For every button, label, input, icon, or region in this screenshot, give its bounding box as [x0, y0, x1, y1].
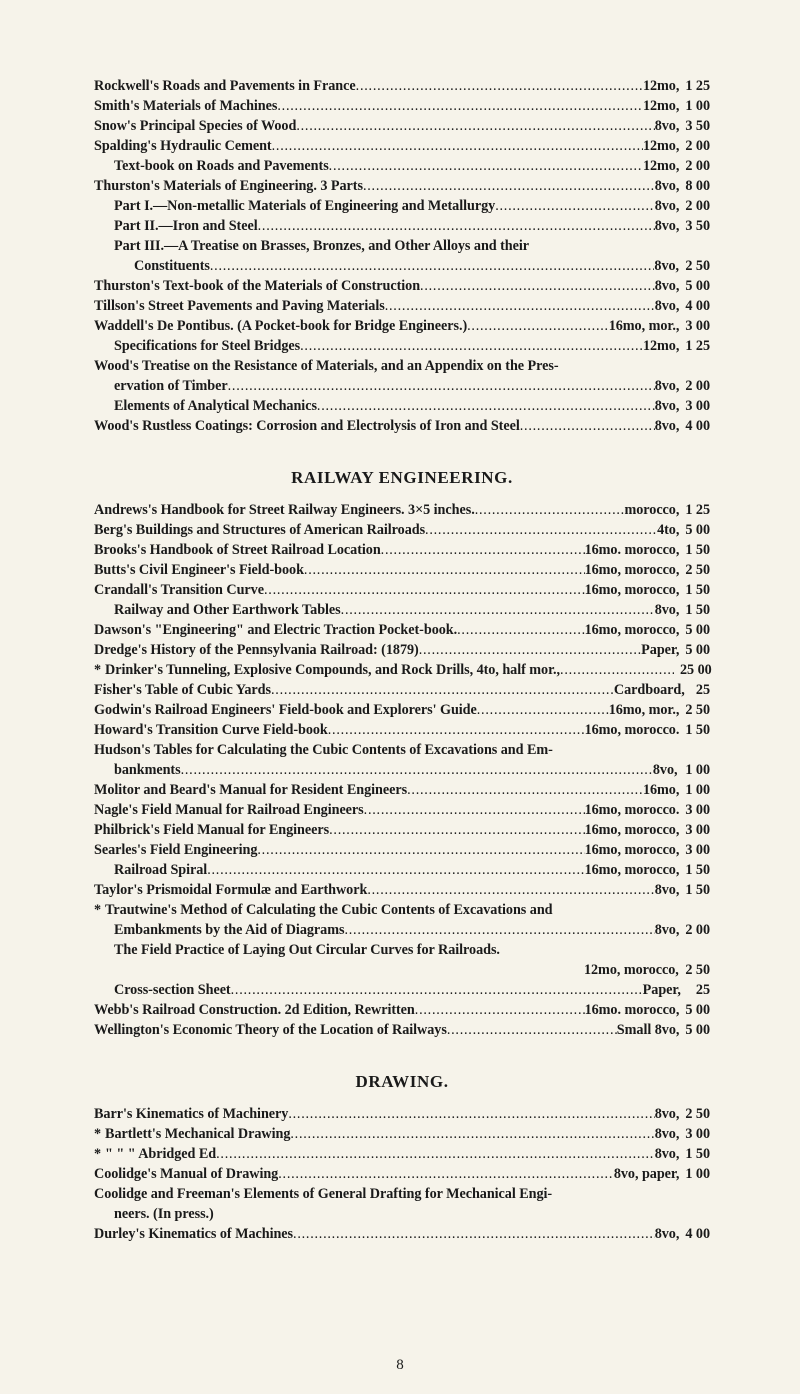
entry-continuation-line — [114, 256, 710, 276]
entry-title: Specifications for Steel Bridges — [114, 338, 301, 354]
catalogue-entry — [94, 560, 710, 580]
entry-line — [114, 980, 710, 1000]
dot-leader — [367, 880, 654, 900]
dot-leader — [304, 560, 585, 580]
dot-leader — [329, 820, 584, 840]
entry-format: 4to, — [657, 522, 680, 538]
entry-format: 16mo, morocco, — [584, 562, 680, 578]
entry-line — [94, 540, 710, 560]
entry-format: 12mo, — [642, 98, 680, 114]
entry-title: Wellington's Economic Theory of the Location of Railways — [94, 1022, 447, 1038]
catalogue-entry — [94, 580, 710, 600]
entry-title: " " " Abridged Ed — [105, 1146, 217, 1162]
entry-price: 1 00 — [685, 1166, 710, 1182]
entry-price: 1 50 — [685, 542, 710, 558]
entry-continuation: ervation of Timber — [114, 378, 228, 394]
entry-price: 1 25 — [685, 502, 710, 518]
catalogue-entry — [94, 700, 710, 720]
entry-price: 4 00 — [685, 418, 710, 434]
entry-title: Tillson's Street Pavements and Paving Materials — [94, 298, 385, 314]
entry-format: 12mo, — [642, 338, 680, 354]
catalogue-entry — [94, 416, 710, 436]
entry-line — [94, 780, 710, 800]
entry-price: 5 00 — [685, 1002, 710, 1018]
catalogue-entry — [94, 136, 710, 156]
catalogue-entry — [94, 196, 710, 216]
entry-price: 5 00 — [685, 278, 710, 294]
entry-title: Coolidge's Manual of Drawing — [94, 1166, 279, 1182]
dot-leader — [385, 296, 655, 316]
dot-leader — [277, 96, 643, 116]
dot-leader — [364, 800, 585, 820]
entry-format: 8vo, — [654, 1126, 680, 1142]
entry-title: Howard's Transition Curve Field-book — [94, 722, 328, 738]
dot-leader — [264, 580, 585, 600]
dot-leader — [425, 520, 657, 540]
dot-leader — [329, 156, 643, 176]
catalogue-entry — [94, 520, 710, 540]
dot-leader — [216, 1144, 655, 1164]
catalogue-entry — [94, 116, 710, 136]
entry-title: Trautwine's Method of Calculating the Cubic Contents of Excavations and — [105, 902, 553, 918]
entry-title: Brooks's Handbook of Street Railroad Location — [94, 542, 381, 558]
entry-line — [94, 1184, 710, 1204]
entry-title: Taylor's Prismoidal Formulæ and Earthwork — [94, 882, 368, 898]
entry-price: 3 00 — [685, 802, 710, 818]
entry-title: Text-book on Roads and Pavements — [114, 158, 329, 174]
entry-title: Fisher's Table of Cubic Yards — [94, 682, 271, 698]
catalogue-entry — [94, 1104, 710, 1124]
entry-price: 8 00 — [685, 178, 710, 194]
entry-format: 8vo, — [652, 762, 678, 778]
entry-title: Dredge's History of the Pennsylvania Railroad: (1879) — [94, 642, 419, 658]
entry-title: Rockwell's Roads and Pavements in France — [94, 78, 356, 94]
entry-title: Berg's Buildings and Structures of American Railroads — [94, 522, 426, 538]
entry-line — [94, 316, 710, 336]
entry-line — [114, 940, 710, 960]
dot-leader — [467, 316, 609, 336]
entry-line — [94, 700, 710, 720]
entry-line — [94, 1104, 710, 1124]
section-heading: DRAWING. — [355, 1072, 449, 1091]
entry-continuation-line — [94, 376, 710, 396]
entry-price: 2 00 — [685, 198, 710, 214]
catalogue-entry — [94, 296, 710, 316]
entry-price: 1 50 — [685, 582, 710, 598]
entry-title: Searles's Field Engineering — [94, 842, 258, 858]
catalogue-entry — [94, 880, 710, 900]
section-heading: RAILWAY ENGINEERING. — [291, 468, 513, 487]
dot-leader — [457, 620, 584, 640]
entry-price: 2 00 — [685, 378, 710, 394]
entry-price: 5 00 — [685, 642, 710, 658]
entry-price: 1 25 — [685, 338, 710, 354]
entry-format: 16mo. morocco, — [584, 1002, 680, 1018]
dot-leader — [381, 540, 585, 560]
entry-title: Molitor and Beard's Manual for Resident Engineers — [94, 782, 408, 798]
entry-format: 8vo, — [654, 218, 680, 234]
catalogue-entry — [94, 620, 710, 640]
dot-leader — [344, 920, 654, 940]
entry-price: 4 00 — [685, 1226, 710, 1242]
catalogue-entry — [94, 236, 710, 276]
entry-line — [94, 580, 710, 600]
entry-line — [94, 356, 710, 376]
entry-continuation: bankments — [114, 762, 181, 778]
entry-format: 8vo, — [654, 398, 680, 414]
entry-title: Part III.—A Treatise on Brasses, Bronzes, and Other Alloys and their — [114, 238, 530, 254]
catalogue-entry — [94, 540, 710, 560]
dot-leader — [419, 640, 641, 660]
entry-line — [114, 600, 710, 620]
entry-line — [94, 560, 710, 580]
entry-format: 8vo, — [654, 198, 680, 214]
entry-format: Cardboard, — [613, 682, 685, 698]
dot-leader — [181, 760, 653, 780]
entry-line — [94, 720, 710, 740]
entry-format: morocco, — [624, 502, 680, 518]
entry-price: 5 00 — [685, 1022, 710, 1038]
entry-continuation-line — [94, 760, 710, 780]
catalogue-entry — [94, 720, 710, 740]
dot-leader — [317, 396, 655, 416]
entry-line — [94, 520, 710, 540]
entry-line — [114, 396, 710, 416]
asterisk-mark: * — [94, 1146, 102, 1162]
entry-price: 5 00 — [685, 622, 710, 638]
entry-line — [94, 640, 710, 660]
catalogue-entry — [94, 356, 710, 396]
entry-line — [94, 276, 710, 296]
dot-leader — [328, 720, 585, 740]
catalogue-entry — [94, 1124, 710, 1144]
entry-price: 1 50 — [685, 602, 710, 618]
catalogue-entry — [94, 276, 710, 296]
entry-title: Thurston's Text-book of the Materials of Construction — [94, 278, 421, 294]
entry-price: 25 — [695, 982, 710, 998]
catalogue-entry — [94, 800, 710, 820]
entry-format: 8vo, paper, — [613, 1166, 680, 1182]
entry-title: Spalding's Hydraulic Cement — [94, 138, 272, 154]
entry-line — [94, 96, 710, 116]
dot-leader — [447, 1020, 617, 1040]
catalogue-entry — [94, 1184, 710, 1224]
entry-price: 2 50 — [685, 258, 710, 274]
catalogue-entry — [94, 336, 710, 356]
entry-price: 2 00 — [685, 922, 710, 938]
entry-format: 8vo, — [654, 418, 680, 434]
entry-title: Butts's Civil Engineer's Field-book — [94, 562, 304, 578]
catalogue-entry — [94, 176, 710, 196]
dot-leader — [258, 216, 655, 236]
entry-format: 16mo, morocco, — [584, 582, 680, 598]
entry-continuation: Constituents — [134, 258, 210, 274]
dot-leader — [210, 256, 655, 276]
catalogue-entry — [94, 780, 710, 800]
entry-line — [94, 1124, 710, 1144]
dot-leader — [560, 660, 674, 680]
entry-price: 2 50 — [685, 962, 710, 978]
entry-format: 16mo, morocco, — [584, 842, 680, 858]
entry-format: Paper, — [641, 642, 680, 658]
dot-leader — [363, 176, 655, 196]
entry-format: 8vo, — [654, 882, 680, 898]
entry-price: 1 00 — [685, 782, 710, 798]
dot-leader — [290, 1124, 654, 1144]
entry-format: 16mo, morocco, — [584, 622, 680, 638]
entry-format: 8vo, — [654, 298, 680, 314]
catalogue-entry — [94, 76, 710, 96]
entry-format: 16mo, morocco, — [584, 862, 680, 878]
entry-price: 3 00 — [685, 398, 710, 414]
entry-line — [114, 216, 710, 236]
entry-continuation: 12mo, morocco, — [583, 962, 679, 978]
entry-format: 8vo, — [654, 1106, 680, 1122]
entry-format: 8vo, — [654, 1146, 680, 1162]
entry-line — [94, 1164, 710, 1184]
dot-leader — [272, 136, 643, 156]
entry-title: Coolidge and Freeman's Elements of General Drafting for Mechanical Engi- — [94, 1186, 553, 1202]
dot-leader — [296, 116, 654, 136]
entry-title: Wood's Treatise on the Resistance of Materials, and an Appendix on the Pres- — [94, 358, 559, 374]
entry-line — [94, 800, 710, 820]
entry-continuation-line — [94, 920, 710, 940]
dot-leader — [300, 336, 643, 356]
catalogue-entry — [94, 396, 710, 416]
catalogue-entry — [94, 216, 710, 236]
entry-price: 1 50 — [685, 882, 710, 898]
entry-price: 1 50 — [685, 862, 710, 878]
entry-price: 2 00 — [685, 138, 710, 154]
dot-leader — [278, 1164, 614, 1184]
entry-continuation: Embankments by the Aid of Diagrams — [114, 922, 345, 938]
entry-line — [94, 1000, 710, 1020]
entry-format: 8vo, — [654, 602, 680, 618]
entry-title: Smith's Materials of Machines — [94, 98, 278, 114]
dot-leader — [475, 500, 625, 520]
entry-line — [94, 176, 710, 196]
entry-line — [94, 116, 710, 136]
entry-title: Waddell's De Pontibus. (A Pocket-book for Bridge Engineers.) — [94, 318, 468, 334]
entry-line — [94, 416, 710, 436]
entry-price: 1 50 — [685, 722, 710, 738]
entry-format: 8vo, — [654, 922, 680, 938]
catalogue-entry — [94, 900, 710, 940]
entry-title: Thurston's Materials of Engineering. 3 Parts — [94, 178, 363, 194]
entry-format: 16mo, morocco. — [584, 722, 680, 738]
entry-title: Drinker's Tunneling, Explosive Compounds, and Rock Drills, 4to, half mor., — [105, 662, 561, 678]
catalogue-entry — [94, 96, 710, 116]
entry-title: Bartlett's Mechanical Drawing — [105, 1126, 291, 1142]
entry-price: 1 50 — [685, 1146, 710, 1162]
entry-format: 16mo, mor., — [608, 702, 680, 718]
entry-line — [94, 136, 710, 156]
entry-price: 3 00 — [685, 318, 710, 334]
catalogue-column — [94, 76, 710, 1244]
entry-line — [94, 660, 710, 680]
entry-line — [114, 196, 710, 216]
entry-title: Dawson's "Engineering" and Electric Traction Pocket-book. — [94, 622, 458, 638]
catalogue-entry — [94, 840, 710, 860]
entry-title: Wood's Rustless Coatings: Corrosion and Electrolysis of Iron and Steel — [94, 418, 520, 434]
entry-format: 12mo, — [642, 78, 680, 94]
entry-line — [94, 296, 710, 316]
entry-title: The Field Practice of Laying Out Circular Curves for Railroads. — [114, 942, 500, 958]
entry-line — [114, 860, 710, 880]
dot-leader — [356, 76, 643, 96]
entry-price: 2 50 — [685, 702, 710, 718]
asterisk-mark: * — [94, 902, 102, 918]
entry-price: 2 50 — [685, 1106, 710, 1122]
entry-price: 2 50 — [685, 562, 710, 578]
dot-leader — [288, 1104, 654, 1124]
dot-leader — [257, 840, 584, 860]
catalogue-entry — [94, 640, 710, 660]
entry-continuation-line — [94, 1204, 710, 1224]
catalogue-entry — [94, 600, 710, 620]
entry-format: 8vo, — [654, 1226, 680, 1242]
asterisk-mark: * — [94, 1126, 102, 1142]
entry-title: Philbrick's Field Manual for Engineers — [94, 822, 330, 838]
catalogue-entry — [94, 156, 710, 176]
entry-title: Railway and Other Earthwork Tables — [114, 602, 341, 618]
dot-leader — [231, 980, 643, 1000]
entry-format: Small 8vo, — [616, 1022, 680, 1038]
entry-continuation-line — [114, 960, 710, 980]
entry-title: Hudson's Tables for Calculating the Cubic Contents of Excavations and Em- — [94, 742, 553, 758]
entry-title: Cross-section Sheet — [114, 982, 231, 998]
asterisk-mark: * — [94, 662, 102, 678]
entry-title: Webb's Railroad Construction. 2d Edition, Rewritten — [94, 1002, 415, 1018]
catalogue-entry — [94, 316, 710, 336]
entry-price: 3 50 — [685, 218, 710, 234]
entry-line — [94, 740, 710, 760]
catalogue-entry — [94, 1164, 710, 1184]
entry-price: 1 25 — [685, 78, 710, 94]
catalogue-entry — [94, 860, 710, 880]
dot-leader — [520, 416, 655, 436]
catalogue-entry — [94, 820, 710, 840]
entry-format: 8vo, — [654, 278, 680, 294]
entry-title: Part II.—Iron and Steel — [114, 218, 258, 234]
entry-title: Godwin's Railroad Engineers' Field-book and Explorers' Guide — [94, 702, 477, 718]
entry-line — [94, 840, 710, 860]
entry-line — [94, 820, 710, 840]
entry-format: 16mo, morocco, — [584, 822, 680, 838]
entry-price: 25 — [695, 682, 710, 698]
entry-line — [94, 900, 710, 920]
entry-line — [114, 236, 710, 256]
entry-format: 16mo, — [642, 782, 680, 798]
entry-price: 5 00 — [685, 522, 710, 538]
dot-leader — [415, 1000, 585, 1020]
dot-leader — [495, 196, 655, 216]
entry-title: Nagle's Field Manual for Railroad Engineers — [94, 802, 364, 818]
entry-line — [94, 1144, 710, 1164]
dot-leader — [293, 1224, 655, 1244]
entry-format: 16mo, mor., — [608, 318, 680, 334]
entry-title: Crandall's Transition Curve — [94, 582, 264, 598]
entry-format: 8vo, — [654, 178, 680, 194]
entry-line — [114, 336, 710, 356]
catalogue-entry — [94, 1020, 710, 1040]
catalogue-entry — [94, 1144, 710, 1164]
entry-line — [94, 76, 710, 96]
entry-price: 25 00 — [680, 662, 712, 678]
entry-format: 8vo, — [654, 118, 680, 134]
catalogue-entry — [94, 980, 710, 1000]
entry-line — [114, 156, 710, 176]
entry-format: 12mo, — [642, 158, 680, 174]
entry-continuation: neers. (In press.) — [114, 1206, 214, 1222]
dot-leader — [271, 680, 614, 700]
entry-format: 8vo, — [654, 258, 680, 274]
entry-line — [94, 500, 710, 520]
entry-line — [94, 620, 710, 640]
entry-price: 3 50 — [685, 118, 710, 134]
entry-title: Part I.—Non-metallic Materials of Engineering and Metallurgy — [114, 198, 496, 214]
entry-format: Paper, — [642, 982, 681, 998]
dot-leader — [228, 376, 655, 396]
catalogue-entry — [94, 940, 710, 980]
entry-price: 4 00 — [685, 298, 710, 314]
entry-title: Railroad Spiral — [114, 862, 208, 878]
dot-leader — [420, 276, 655, 296]
entry-format: 16mo, morocco. — [584, 802, 680, 818]
entry-line — [94, 880, 710, 900]
entry-price: 3 00 — [685, 1126, 710, 1142]
entry-title: Durley's Kinematics of Machines — [94, 1226, 294, 1242]
entry-format: 16mo. morocco, — [584, 542, 680, 558]
dot-leader — [207, 860, 584, 880]
entry-format: 12mo, — [642, 138, 680, 154]
catalogue-entry — [94, 660, 710, 680]
entry-line — [94, 1224, 710, 1244]
dot-leader — [477, 700, 609, 720]
catalogue-entry — [94, 1000, 710, 1020]
entry-title: Elements of Analytical Mechanics — [114, 398, 317, 414]
catalogue-entry — [94, 680, 710, 700]
dot-leader — [407, 780, 643, 800]
catalogue-entry — [94, 500, 710, 520]
entry-title: Snow's Principal Species of Wood — [94, 118, 297, 134]
entry-price: 3 00 — [685, 842, 710, 858]
catalogue-entry — [94, 1224, 710, 1244]
page-number: 8 — [396, 1357, 404, 1373]
entry-price: 1 00 — [685, 98, 710, 114]
entry-price: 1 00 — [685, 762, 710, 778]
entry-price: 3 00 — [685, 822, 710, 838]
dot-leader — [341, 600, 655, 620]
entry-title: Andrews's Handbook for Street Railway Engineers. 3×5 inches. — [94, 502, 475, 518]
entry-format: 8vo, — [654, 378, 680, 394]
entry-line — [94, 1020, 710, 1040]
entry-title: Barr's Kinematics of Machinery — [94, 1106, 289, 1122]
entry-line — [94, 680, 710, 700]
entry-price: 2 00 — [685, 158, 710, 174]
catalogue-entry — [94, 740, 710, 780]
